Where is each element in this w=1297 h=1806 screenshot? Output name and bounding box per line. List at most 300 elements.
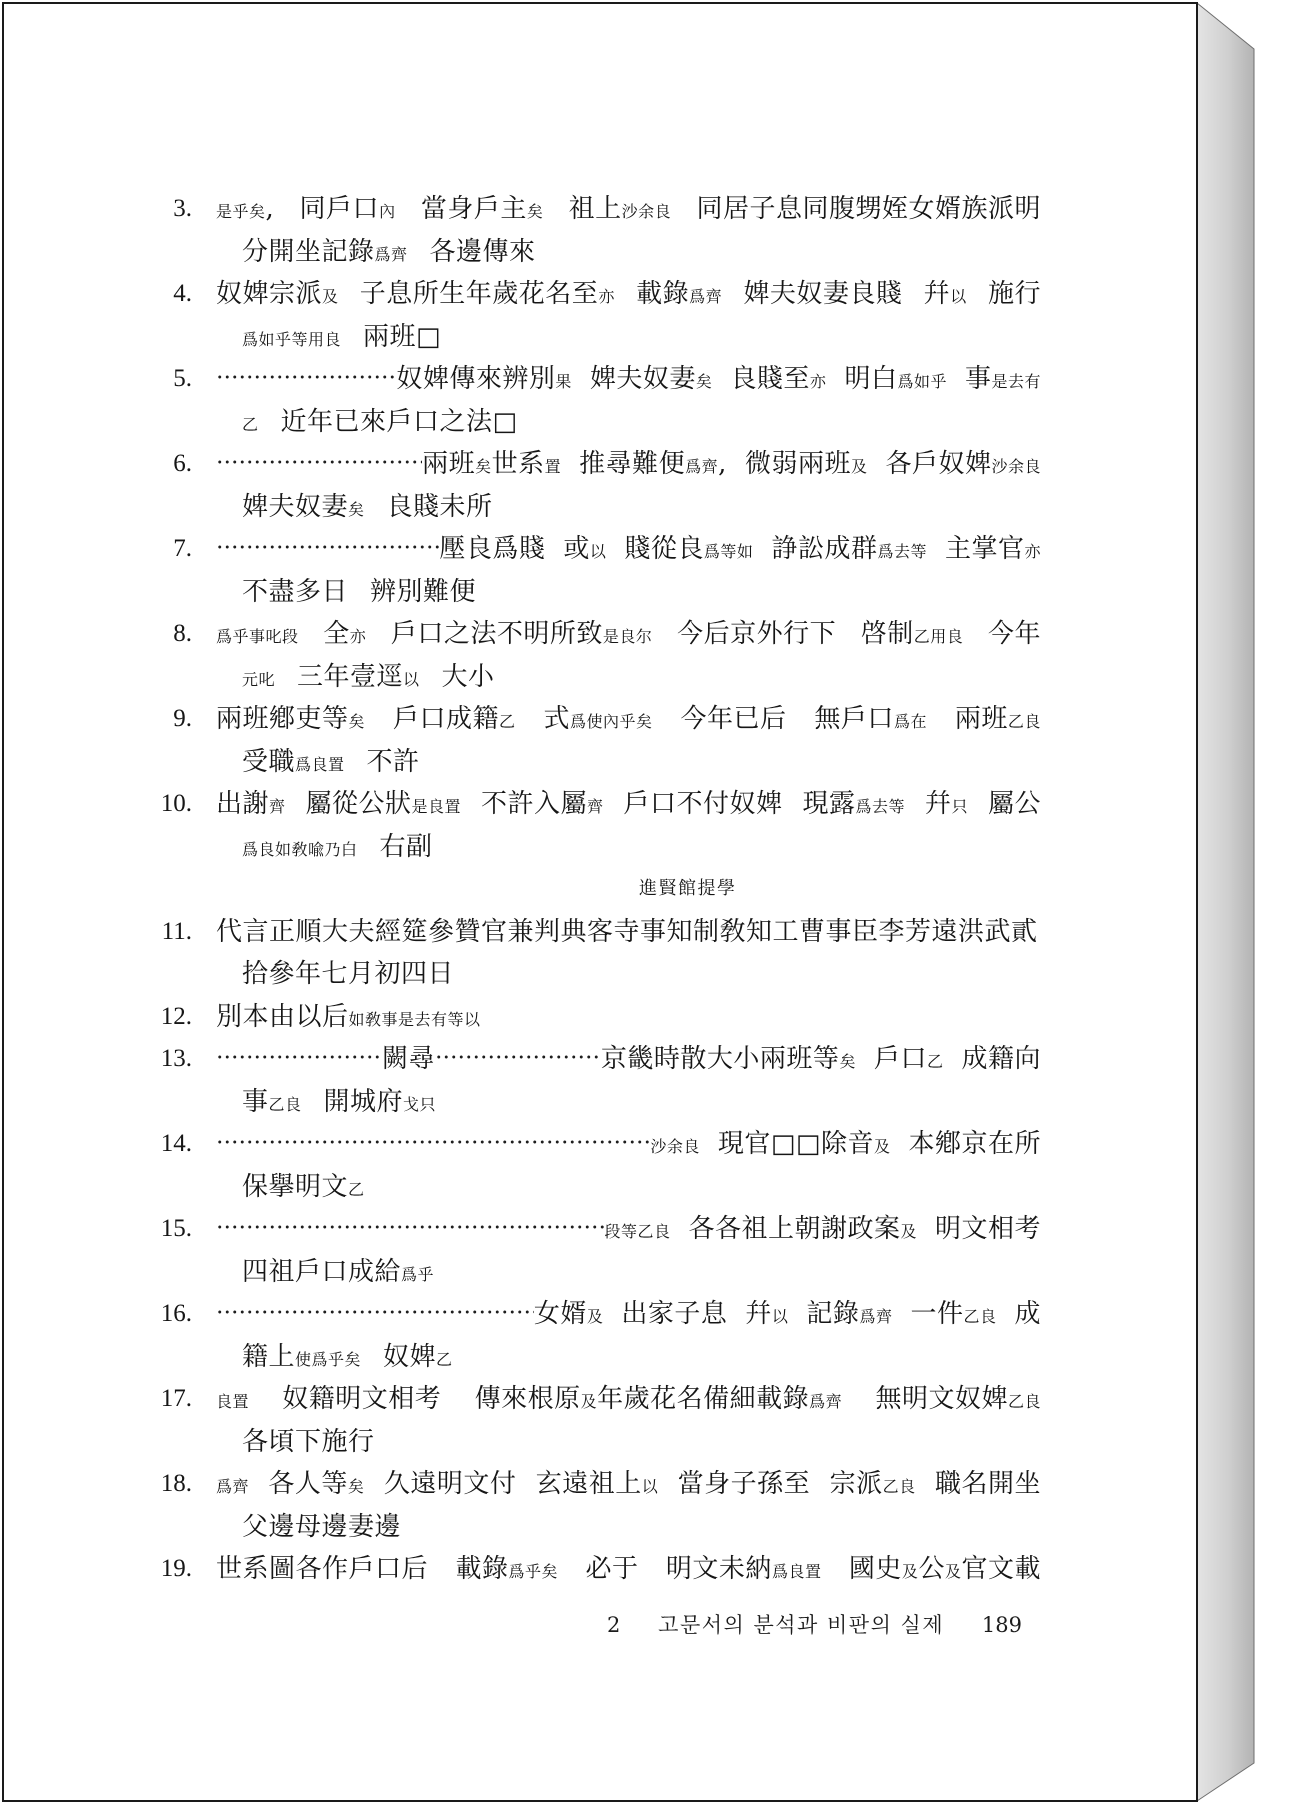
idu-small-text: 矣	[475, 457, 492, 476]
entry-number: 13.	[160, 1045, 192, 1072]
numbered-entry	[173, 443, 1041, 528]
idu-small-text: 是乎矣	[216, 202, 266, 221]
main-text: 兩班□	[363, 321, 442, 352]
main-text: 事	[964, 364, 992, 394]
entry-continuation-line	[242, 1421, 1041, 1464]
entry-first-line	[173, 188, 1041, 231]
main-text: 分開坐記錄	[242, 236, 375, 267]
idu-small-text: 及	[900, 1222, 917, 1241]
text-phrase	[771, 528, 927, 574]
main-text: 屬公	[987, 789, 1041, 819]
text-phrase	[955, 698, 1041, 744]
text-phrase	[849, 1548, 1041, 1594]
text-phrase	[636, 273, 722, 319]
main-text: 一件	[910, 1299, 964, 1329]
text-phrase	[885, 443, 1041, 489]
main-text: 今年	[987, 619, 1041, 649]
entry-first-line	[160, 1463, 1041, 1506]
text-phrase	[216, 1463, 249, 1509]
main-text: 各戶奴婢	[885, 449, 992, 479]
entry-number: 14.	[160, 1130, 192, 1157]
main-text: 職名開坐	[934, 1469, 1041, 1499]
main-text: 幷	[745, 1299, 772, 1329]
page-stack-edge	[1197, 3, 1254, 1801]
text-phrase	[688, 1208, 917, 1254]
numbered-entry	[160, 996, 1041, 1039]
main-text: 載錄	[636, 279, 690, 309]
main-text: 兩班	[422, 449, 476, 479]
main-text: 壓良爲賤	[439, 534, 546, 564]
numbered-entry	[160, 1208, 1041, 1293]
text-phrase	[806, 1293, 892, 1339]
idu-small-text: 爲齊	[216, 1477, 250, 1496]
main-text: 開城府	[323, 1086, 404, 1117]
entry-first-line	[160, 1038, 1041, 1081]
text-phrase	[242, 1506, 401, 1549]
idu-small-text: 矣	[348, 499, 365, 519]
idu-small-text: 齊	[269, 797, 286, 816]
main-text: 各人等	[268, 1469, 348, 1499]
idu-small-text: 亦	[598, 287, 615, 306]
entry-number: 8.	[173, 620, 192, 647]
text-phrase	[300, 188, 396, 234]
text-phrase	[988, 613, 1041, 656]
entry-continuation-line	[242, 401, 1041, 444]
main-text: 婢夫奴妻	[589, 364, 696, 394]
main-text: 傳來根原	[474, 1384, 581, 1414]
text-phrase	[861, 613, 964, 659]
main-text: 各各祖上朝謝政案	[688, 1214, 901, 1244]
idu-small-text: 以	[950, 287, 967, 306]
idu-small-text: 是去有	[991, 372, 1041, 391]
main-text: 兩班	[954, 704, 1008, 734]
main-text: 受職	[242, 746, 296, 777]
text-phrase	[475, 1378, 843, 1424]
main-text: 幷	[923, 279, 951, 309]
idu-small-text: 乙用良	[913, 627, 964, 646]
entry-number: 19.	[160, 1555, 192, 1582]
numbered-entry	[161, 911, 1041, 996]
main-text: 三年壹逕	[297, 661, 404, 692]
main-text: 籍上	[242, 1341, 296, 1372]
main-text: 久遠明文付	[383, 1469, 517, 1499]
text-phrase	[455, 1548, 558, 1594]
main-text: 戶口	[873, 1044, 927, 1074]
main-text: 現官□□除音	[717, 1129, 874, 1159]
text-phrase	[621, 1293, 727, 1336]
dot-leader	[216, 1217, 604, 1237]
dot-leader	[216, 367, 396, 387]
numbered-entry	[160, 1123, 1041, 1208]
main-text: 辨別難便	[370, 576, 477, 607]
main-text: 必于	[585, 1554, 639, 1584]
idu-small-text: 乙	[242, 414, 259, 434]
text-phrase	[945, 528, 1041, 574]
main-text: 奴籍明文相考	[282, 1384, 442, 1414]
text-phrase	[590, 358, 713, 404]
main-text: 各邊傳來	[429, 236, 536, 267]
idu-small-text: 爲齊	[689, 287, 723, 306]
numbered-entry	[173, 698, 1041, 783]
main-text: 官文載	[961, 1554, 1041, 1584]
entry-first-line	[173, 358, 1041, 401]
text-phrase	[579, 443, 727, 489]
text-phrase	[585, 1548, 638, 1591]
idu-small-text: 良置	[216, 1392, 250, 1411]
main-text: 諍訟成群	[771, 534, 878, 564]
text-phrase	[875, 1378, 1041, 1424]
chapter-number: 2	[607, 1613, 621, 1637]
idu-small-text: 段等乙良	[604, 1222, 671, 1241]
numbered-entry	[160, 783, 1041, 868]
page-number: 189	[981, 1613, 1022, 1637]
entry-continuation-line	[242, 826, 1041, 869]
idu-small-text: 爲等如	[703, 542, 754, 561]
idu-small-text: 爲去等	[877, 542, 927, 561]
text-phrase	[481, 783, 604, 829]
main-text: 幷	[924, 789, 952, 819]
entry-first-line	[160, 1208, 1041, 1251]
main-text: 施行	[987, 279, 1041, 309]
main-text: 近年已來戶口之法□	[280, 406, 518, 437]
entry-continuation-line	[242, 231, 1041, 274]
text-phrase	[666, 1548, 822, 1594]
idu-small-text: 及	[873, 1137, 891, 1156]
idu-small-text: 矣	[347, 1477, 365, 1496]
text-phrase	[324, 1081, 437, 1127]
entry-first-line	[173, 273, 1041, 316]
text-phrase	[439, 528, 545, 571]
main-text: 世系	[491, 449, 545, 479]
text-phrase	[242, 401, 259, 447]
main-text: 不許入屬	[481, 789, 588, 819]
entry-first-line	[160, 1548, 1041, 1591]
text-phrase	[242, 1421, 375, 1464]
main-text: 保擧明文	[242, 1171, 349, 1202]
text-phrase	[216, 273, 339, 319]
text-phrase	[367, 741, 420, 784]
text-phrase	[745, 443, 868, 489]
main-text: 啓制	[860, 619, 914, 649]
text-phrase	[242, 656, 275, 702]
idu-small-text: 及	[901, 1562, 919, 1581]
idu-small-text: 爲去等	[855, 797, 906, 816]
main-text: 右副	[379, 831, 433, 862]
main-text: 拾參年七月初四日	[242, 959, 455, 989]
main-text: 成籍向	[961, 1044, 1041, 1074]
text-phrase	[924, 273, 967, 319]
text-phrase	[965, 358, 1041, 404]
idu-small-text: 沙余良	[991, 457, 1041, 476]
main-text: 女婿	[533, 1299, 587, 1329]
dot-leader	[216, 1132, 650, 1152]
main-text: 無戶口	[814, 704, 894, 734]
text-phrase	[216, 613, 299, 659]
main-text: 推尋難便	[579, 449, 686, 479]
numbered-entry	[160, 1038, 1041, 1123]
main-text: 當身子孫至	[677, 1469, 811, 1499]
entry-number: 5.	[173, 365, 192, 392]
entry-number: 4.	[173, 280, 192, 307]
main-text: 今年已后	[680, 704, 787, 734]
text-phrase	[802, 783, 905, 829]
text-phrase	[730, 358, 826, 404]
main-text: 賤從良	[624, 534, 704, 564]
idu-small-text: 矣	[695, 372, 713, 391]
entry-continuation-line	[242, 1251, 1041, 1294]
text-phrase	[874, 1038, 944, 1084]
main-text: 良賤未所	[386, 491, 493, 522]
main-text: 事	[242, 1086, 269, 1117]
dot-leader	[435, 1047, 601, 1067]
entry-first-line	[160, 996, 1041, 1039]
numbered-entry	[160, 1293, 1041, 1378]
text-phrase	[242, 953, 454, 996]
text-phrase	[678, 1463, 811, 1506]
entry-continuation-line	[242, 1081, 1041, 1124]
text-phrase	[908, 1123, 1041, 1166]
idu-small-text: 乙良	[268, 1094, 302, 1114]
entry-number: 10.	[160, 790, 192, 817]
main-text: 年歲花名備細載錄	[597, 1384, 810, 1414]
main-text: 祖上	[568, 194, 622, 224]
idu-small-text: 亦	[349, 627, 367, 646]
entry-number: 11.	[161, 917, 192, 945]
text-phrase	[1014, 1293, 1041, 1336]
text-phrase	[935, 1463, 1041, 1506]
text-phrase	[696, 188, 1041, 231]
idu-small-text: 乙	[348, 1179, 365, 1199]
main-text: 戶口成籍	[392, 704, 499, 734]
text-phrase	[430, 231, 536, 274]
main-text: 今后京外行下	[677, 619, 837, 649]
chapter-title: 고문서의 분석과 비판의 실제	[658, 1613, 945, 1637]
entry-first-line	[161, 911, 1041, 954]
idu-small-text: 爲齊	[859, 1307, 893, 1326]
idu-small-text: 爲齊	[809, 1392, 843, 1411]
idu-small-text: 爲乎事叱段	[216, 627, 299, 646]
text-phrase	[910, 1293, 996, 1339]
entry-continuation-line	[242, 656, 1041, 699]
text-phrase	[216, 1548, 428, 1591]
main-text: 載錄	[455, 1554, 509, 1584]
main-text: 四祖戶口成給	[242, 1256, 402, 1287]
idu-small-text: 爲如乎	[897, 372, 947, 391]
text-phrase	[650, 1123, 700, 1169]
idu-small-text: 爲使內乎矣	[569, 712, 653, 731]
idu-small-text: 爲如乎等用良	[242, 329, 342, 349]
text-phrase	[216, 1378, 249, 1424]
main-text: 別本由以后	[216, 1001, 349, 1032]
main-text: 奴婢	[383, 1341, 437, 1372]
idu-small-text: 及	[850, 457, 868, 476]
text-phrase	[844, 358, 947, 404]
running-footer	[607, 1609, 1022, 1637]
main-text: 良賤至	[730, 364, 810, 394]
idu-small-text: 爲良置	[295, 754, 345, 774]
entry-number: 12.	[160, 1002, 192, 1030]
idu-small-text: 使爲乎矣	[295, 1349, 362, 1369]
entry-continuation-line	[242, 486, 1041, 529]
entry-first-line	[160, 1293, 1041, 1336]
dot-leader	[216, 537, 439, 557]
idu-small-text: 乙良	[1007, 1392, 1041, 1411]
idu-small-text: 是良置	[411, 797, 462, 816]
text-phrase	[242, 1251, 434, 1297]
numbered-entry	[160, 1548, 1041, 1591]
text-phrase	[242, 571, 348, 614]
idu-small-text: 爲良置	[771, 1562, 822, 1581]
text-phrase	[604, 1208, 670, 1254]
entry-number: 7.	[173, 535, 192, 562]
text-phrase	[718, 1123, 891, 1169]
text-phrase	[382, 1038, 435, 1081]
main-text: 或	[563, 534, 590, 564]
text-phrase	[396, 358, 572, 404]
text-phrase	[543, 698, 652, 744]
idu-small-text: 爲乎	[401, 1264, 435, 1284]
main-text: 玄遠祖上	[535, 1469, 642, 1499]
numbered-entry	[160, 1378, 1041, 1463]
main-text: 明白	[844, 364, 898, 394]
entry-number: 15.	[160, 1215, 192, 1242]
text-phrase	[297, 656, 420, 702]
text-phrase	[383, 1336, 453, 1382]
text-phrase	[360, 273, 615, 319]
entry-number: 3.	[173, 195, 192, 222]
text-phrase	[563, 528, 606, 574]
main-text: 記錄	[806, 1299, 860, 1329]
entry-continuation-line	[242, 1506, 1041, 1549]
main-text: 明文未納	[665, 1554, 772, 1584]
main-text: 出家子息	[621, 1299, 728, 1329]
text-phrase	[393, 698, 516, 744]
text-phrase	[743, 273, 902, 316]
idu-small-text: 矣	[348, 712, 366, 731]
idu-small-text: 乙良	[1007, 712, 1041, 731]
main-text: 戶口不付奴婢	[623, 789, 783, 819]
main-text: 奴婢宗派	[216, 279, 323, 309]
main-text: 明文相考	[934, 1214, 1041, 1244]
main-text: 主掌官	[944, 534, 1025, 564]
text-phrase	[242, 1081, 302, 1127]
text-phrase	[242, 826, 358, 872]
idu-small-text: 乙	[436, 1349, 453, 1369]
text-phrase	[323, 613, 366, 659]
numbered-entry	[173, 273, 1041, 358]
dot-leader	[216, 1047, 382, 1067]
section-heading: 進賢館提學	[639, 878, 737, 899]
text-phrase	[363, 316, 441, 359]
main-text: 同居子息同腹甥姪女婿族派明	[696, 194, 1041, 224]
idu-small-text: 以	[641, 1477, 659, 1496]
idu-small-text: 如敎事是去有等以	[348, 1009, 481, 1029]
main-text: 世系圖各作戶口后	[216, 1554, 429, 1584]
text-phrase	[624, 783, 783, 826]
text-phrase	[242, 486, 365, 532]
main-text: ,	[718, 449, 727, 479]
document-text	[160, 188, 1041, 1591]
entry-first-line	[160, 1123, 1041, 1166]
idu-small-text: 只	[951, 797, 969, 816]
idu-small-text: 以	[771, 1307, 789, 1326]
entry-first-line	[173, 613, 1041, 656]
idu-small-text: 爲良如敎喩乃白	[242, 839, 358, 859]
idu-small-text: 及	[322, 287, 339, 306]
main-text: 無明文奴婢	[875, 1384, 1008, 1414]
text-phrase	[281, 401, 518, 444]
text-phrase	[569, 188, 672, 234]
idu-small-text: 是良尔	[602, 627, 653, 646]
numbered-entry	[160, 1463, 1041, 1548]
main-text: 大小	[441, 661, 495, 692]
text-phrase	[601, 1038, 856, 1084]
text-phrase	[680, 698, 786, 741]
text-phrase	[242, 1336, 361, 1382]
main-text: 同戶口	[299, 194, 380, 224]
text-phrase	[677, 613, 836, 656]
numbered-entry	[173, 613, 1041, 698]
entry-first-line	[160, 783, 1041, 826]
idu-small-text: 果	[555, 372, 572, 391]
main-text: 不許	[366, 746, 420, 777]
entry-number: 17.	[160, 1385, 192, 1412]
entry-first-line	[160, 1378, 1041, 1421]
text-phrase	[935, 1208, 1041, 1251]
text-phrase	[242, 316, 341, 362]
entry-continuation-line	[242, 953, 1041, 996]
text-phrase	[370, 571, 476, 614]
text-phrase	[216, 783, 286, 829]
idu-small-text: 及	[944, 1562, 962, 1581]
main-text: 京畿時散大小兩班等	[600, 1044, 840, 1074]
main-text: 婢夫奴妻良賤	[743, 279, 903, 309]
text-phrase	[814, 698, 927, 744]
main-text: 戶口之法不明所致	[390, 619, 603, 649]
idu-small-text: 戈只	[403, 1094, 437, 1114]
dot-leader	[216, 1302, 534, 1322]
text-phrase	[216, 698, 365, 744]
entry-number: 9.	[173, 705, 192, 732]
main-text: 出謝	[216, 789, 270, 819]
main-text: 屬從公狀	[305, 789, 412, 819]
entry-continuation-line	[242, 316, 1041, 359]
text-phrase	[380, 826, 433, 869]
main-text: 當身戶主	[420, 194, 527, 224]
text-phrase	[268, 1463, 364, 1509]
text-phrase	[536, 1463, 659, 1509]
main-text: 子息所生年歲花名至	[359, 279, 599, 309]
entry-continuation-line	[242, 1336, 1041, 1379]
text-phrase	[216, 188, 274, 234]
entry-continuation-line	[242, 1166, 1041, 1209]
text-phrase	[242, 741, 345, 787]
idu-small-text: 以	[589, 542, 607, 561]
idu-small-text: 爲乎矣	[508, 1562, 558, 1581]
main-text: 成	[1014, 1299, 1041, 1329]
main-text: 微弱兩班	[744, 449, 851, 479]
idu-small-text: 矣	[839, 1052, 856, 1071]
text-phrase	[988, 783, 1041, 826]
idu-small-text: 齊	[587, 797, 604, 816]
main-text: 公	[918, 1554, 945, 1584]
text-phrase	[421, 188, 544, 234]
idu-small-text: 乙	[926, 1052, 944, 1071]
main-text: ,	[265, 194, 275, 224]
idu-small-text: 乙良	[882, 1477, 916, 1496]
text-phrase	[624, 528, 753, 574]
numbered-entry	[173, 358, 1041, 443]
